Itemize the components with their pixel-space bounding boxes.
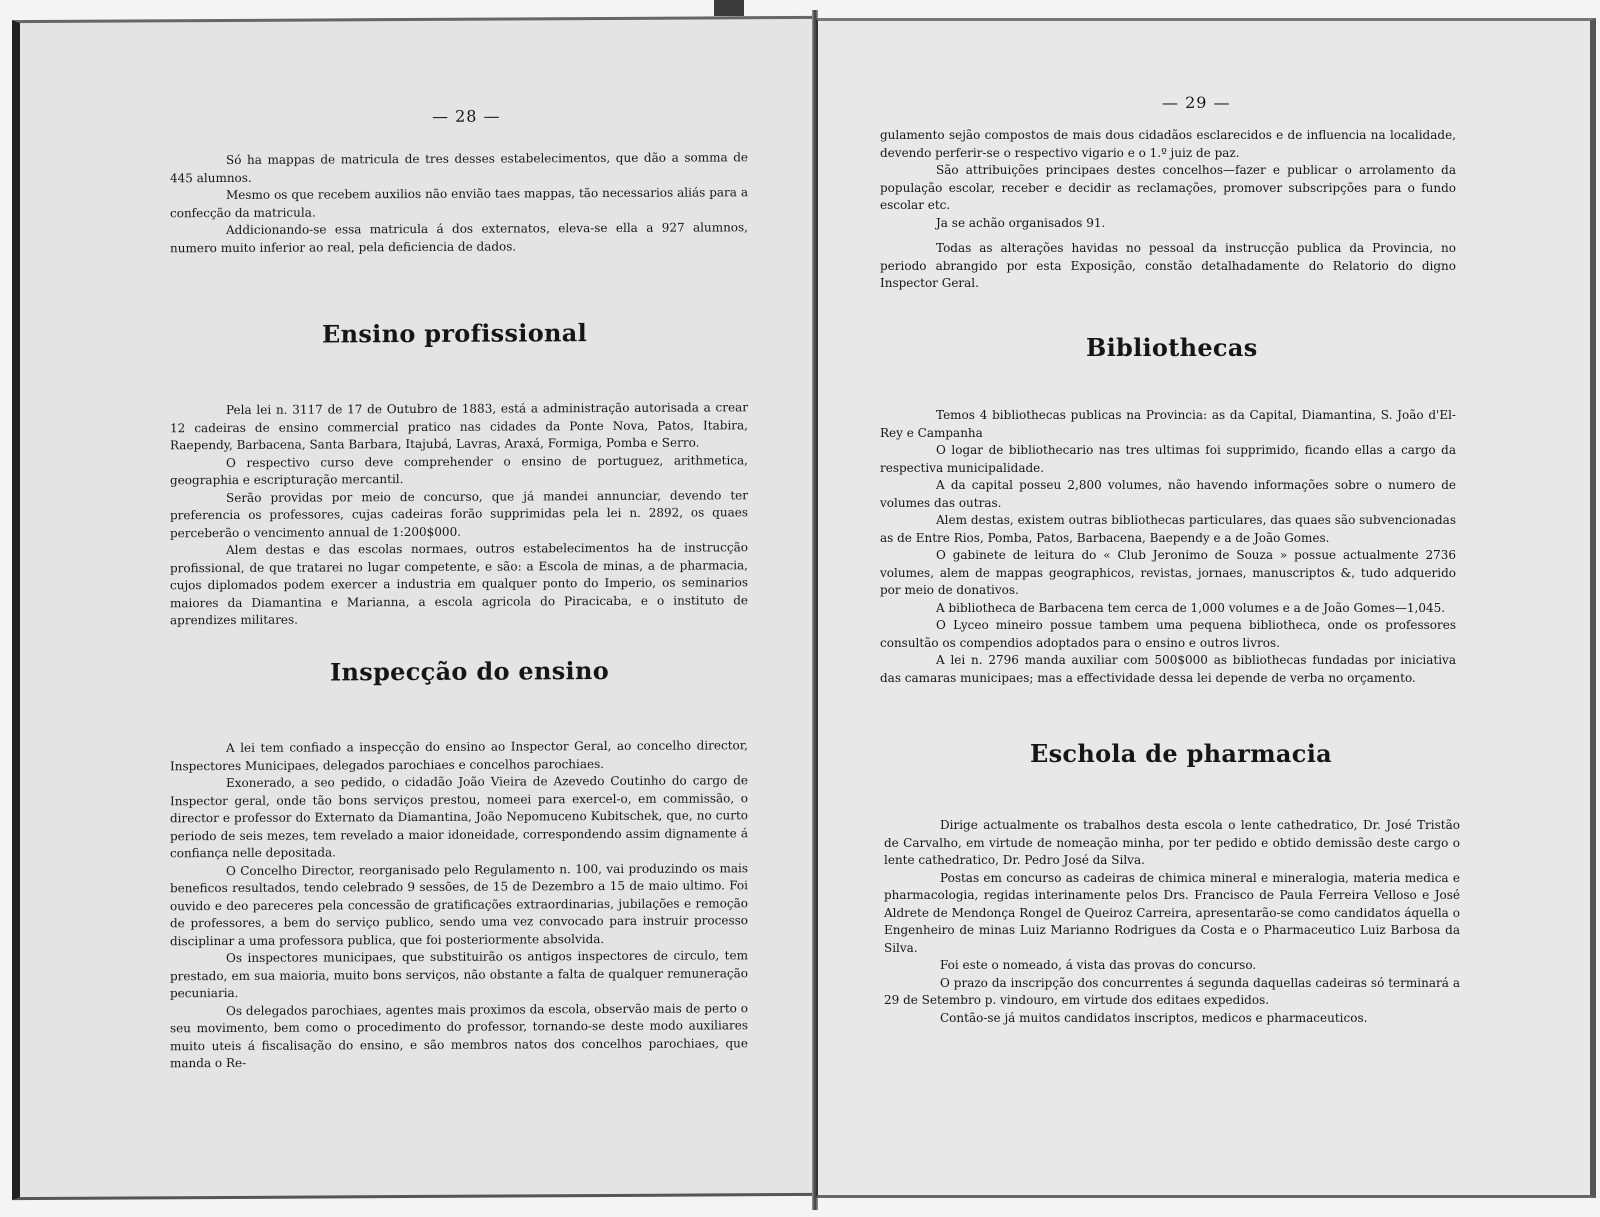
- paragraph: Exonerado, a seo pedido, o cidadão João Vieira de Azevedo Coutinho do cargo de Inspector geral, onde tão bons serviços prestou, nomeei para exercel-o, em commissão, o director e professor do Externato da Diamantina, João Nepomuceno Kubitschek, que, no curto periodo de seis mezes, tem revelado a maior idoneidade, correspondendo assim dignamente á confiança nelle depositada.: [170, 773, 748, 861]
- paragraph: Os inspectores municipaes, que substituirão os antigos inspectores de circulo, tem prestado, em sua maioria, muito bons serviços, não obstante a falta de qualquer remuneração pecuniaria.: [170, 948, 748, 1001]
- paragraph: A bibliotheca de Barbacena tem cerca de 1,000 volumes e a de João Gomes—1,045.: [936, 600, 1446, 615]
- section-heading: Eschola de pharmacia: [1030, 739, 1332, 768]
- paragraph: Os delegados parochiaes, agentes mais proximos da escola, observão mais de perto o seu movimento, bem como o procedimento do professor, tornando-se deste modo auxiliares muito uteis á fiscalisação do ensino, e são membros natos dos concelhos parochiaes, que manda o Re-: [170, 1000, 748, 1071]
- paragraph: O Lyceo mineiro possue tambem uma pequena bibliotheca, onde os professores consultão os compendios adoptados para o ensino e outros livros.: [880, 618, 1456, 650]
- section-heading: Inspecção do ensino: [330, 655, 610, 687]
- intro-text: [880, 127, 1456, 293]
- paragraph: Ja se achão organisados 91.: [936, 215, 1106, 230]
- right-page: [816, 18, 1596, 1198]
- paragraph: O prazo da inscripção dos concurrentes á segunda daquellas cadeiras só terminará a 29 de Setembro p. vindouro, em virtude dos editaes expedidos.: [884, 975, 1460, 1007]
- paragraph: Serão providas por meio de concurso, que já mandei annunciar, devendo ter preferencia os professores, cujas cadeiras forão supprimidas pela lei n. 2892, os quaes perceberão o vencimento annual de 1:200$000.: [170, 487, 748, 540]
- section-body: [880, 407, 1456, 687]
- section-heading: Bibliothecas: [1086, 333, 1258, 362]
- paragraph: A lei n. 2796 manda auxiliar com 500$000 as bibliothecas fundadas por iniciativa das camaras municipaes; mas a effectividade dessa lei depende de verba no orçamento.: [880, 653, 1456, 685]
- left-page: [12, 16, 818, 1200]
- paragraph: Alem destas e das escolas normaes, outros estabelecimentos ha de instrucção profissional, de que tratarei no lugar competente, e são: a Escola de minas, a de pharmacia, cujos diplomados podem exercer a industria em qualquer ponto do Imperio, os seminarios maiores da Diamantina e Marianna, a escola agricola do Piracicaba, e o instituto de aprendizes militares.: [170, 540, 748, 628]
- paragraph: Addicionando-se essa matricula á dos externatos, eleva-se ella a 927 alumnos, numero muito inferior ao real, pela deficiencia de dados.: [170, 220, 748, 255]
- paragraph: O respectivo curso deve comprehender o ensino de portuguez, arithmetica, geographia e escripturação mercantil.: [170, 452, 748, 488]
- paragraph: Postas em concurso as cadeiras de chimica mineral e mineralogia, materia medica e pharmacologia, regidas interinamente pelos Drs. Francisco de Paula Ferreira Velloso e José Aldrete de Mendonça Rongel de Queiroz Carreira, apresentarão-se como candidatos áquella o Engenheiro de minas Luiz Marianno Rodrigues da Costa e o Pharmaceutico Luiz Barbosa da Silva.: [884, 870, 1460, 955]
- paragraph: A da capital posseu 2,800 volumes, não havendo informações sobre o numero de volumes das outras.: [880, 478, 1456, 510]
- paragraph: O logar de bibliothecario nas tres ultimas foi supprimido, ficando ellas a cargo da respectiva municipalidade.: [880, 443, 1456, 475]
- paragraph: gulamento sejão compostos de mais dous cidadãos esclarecidos e de influencia na localidade, devendo perferir-se o respectivo vigario e o 1.º juiz de paz.: [880, 128, 1456, 160]
- section-body: [884, 817, 1460, 1027]
- section-heading: Ensino profissional: [322, 318, 588, 349]
- paragraph: Dirige actualmente os trabalhos desta escola o lente cathedratico, Dr. José Tristão de Carvalho, em virtude de nomeação minha, por ter pedido e obtido demissão deste cargo o lente cathedratico, Dr. Pedro José da Silva.: [884, 818, 1460, 867]
- paragraph: Temos 4 bibliothecas publicas na Provincia: as da Capital, Diamantina, S. João d'El-Rey e Campanha: [880, 408, 1456, 440]
- paragraph: Só ha mappas de matricula de tres desses estabelecimentos, que dão a somma de 445 alumnos.: [170, 150, 748, 185]
- paragraph: O gabinete de leitura do « Club Jeronimo de Souza » possue actualmente 2736 volumes, alem de mappas geographicos, revistas, jornaes, manuscriptos &, tudo adquerido por meio de donativos.: [880, 548, 1456, 597]
- page-number: — 29 —: [1162, 93, 1231, 112]
- paragraph: São attribuições principaes destes concelhos—fazer e publicar o arrolamento da população escolar, receber e decidir as reclamações, promover subscripções para o fundo escolar etc.: [880, 163, 1456, 212]
- paragraph: Contão-se já muitos candidatos inscriptos, medicos e pharmaceuticos.: [940, 1010, 1368, 1025]
- section-body: [170, 737, 748, 1073]
- paragraph: Foi este o nomeado, á vista das provas do concurso.: [940, 958, 1257, 972]
- intro-text: [170, 149, 748, 257]
- paragraph: Todas as alterações havidas no pessoal da instrucção publica da Provincia, no periodo abrangido por esta Exposição, constão detalhadamente do Relatorio do digno Inspector Geral.: [880, 241, 1456, 290]
- paragraph: O Concelho Director, reorganisado pelo Regulamento n. 100, vai produzindo os mais beneficos resultados, tendo celebrado 9 sessões, de 15 de Dezembro a 15 de maio ultimo. Foi ouvido e deo pareceres pela concessão de gratificações extraordinarias, jubilações e remoção de professores, a bem do serviço publico, sendo uma vez convocado para instruir processo disciplinar a uma professora publica, que foi posteriormente absolvida.: [170, 860, 748, 948]
- paragraph: Pela lei n. 3117 de 17 de Outubro de 1883, está a administração autorisada a crear 12 cadeiras de ensino commercial pratico nas cidades da Ponte Nova, Patos, Itabira, Raependy, Barbacena, Santa Barbara, Itajubá, Lavras, Araxá, Formiga, Pomba e Serro.: [170, 400, 748, 453]
- section-body: [170, 399, 748, 630]
- paragraph: Mesmo os que recebem auxilios não envião taes mappas, tão necessarios aliás para a confecção da matricula.: [170, 185, 748, 220]
- paragraph: A lei tem confiado a inspecção do ensino ao Inspector Geral, ao concelho director, Inspectores Municipaes, delegados parochiaes e concelhos parochiaes.: [170, 738, 748, 773]
- page-number: — 28 —: [432, 106, 501, 126]
- paragraph: Alem destas, existem outras bibliothecas particulares, das quaes são subvencionadas as de Entre Rios, Pomba, Patos, Barbacena, Baependy e a de João Gomes.: [880, 513, 1456, 545]
- binding-tab: [714, 0, 744, 16]
